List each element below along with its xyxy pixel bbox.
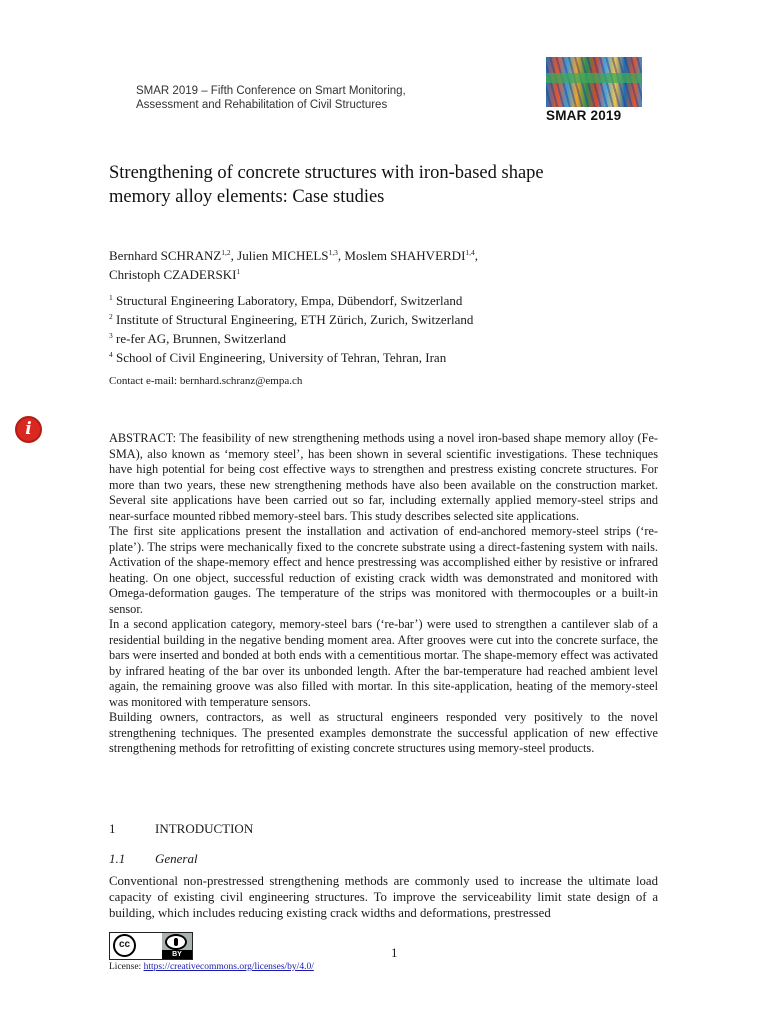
subsection-heading-general — [109, 851, 198, 867]
author-list — [109, 246, 669, 284]
affiliation-item — [109, 329, 669, 348]
affiliation-sup: 1 — [109, 293, 113, 302]
title-line-1: Strengthening of concrete structures with iron-based shape — [109, 163, 544, 183]
abstract — [109, 431, 658, 757]
author-affil-sup: 1 — [236, 267, 241, 276]
smar-logo-text: SMAR 2019 — [546, 108, 622, 123]
title-line-2: memory alloy elements: Case studies — [109, 187, 385, 207]
affiliation-item — [109, 310, 669, 329]
abstract-paragraph: The first site applications present the installation and activation of end-anchored memory-steel strips (‘re-plate’). The strips were mechanically fixed to the concrete substrate using a direct-fastening system with nails. Activation of the shape-memory effect and hence prestressing was accomplished either by resistive or infrared heating. On one object, successful reduction of existing crack width was demonstrated and monitored with Omega-deformation gauges. The temperature of the strips was monitored with thermocouples or a built-in sensor. — [109, 524, 658, 616]
author-separator: , — [337, 248, 345, 263]
author-name: Moslem SHAHVERDI — [344, 248, 466, 263]
affiliation-sup: 2 — [109, 312, 113, 321]
section-number: 1 — [109, 821, 116, 836]
author-separator: , — [230, 248, 238, 263]
conference-header — [136, 84, 406, 112]
affiliation-item — [109, 348, 669, 367]
affiliation-text: School of Civil Engineering, University of Tehran, Tehran, Iran — [116, 350, 447, 365]
cc-badge-left — [110, 933, 162, 959]
cc-by-text: BY — [162, 950, 192, 959]
author-separator: , — [474, 248, 479, 263]
abstract-paragraph: Building owners, contractors, as well as structural engineers responded very positively to the novel strengthening techniques. The presented examples demonstrate the successful application of new effective strengthening methods for retrofitting of existing concrete structures using memory-steel products. — [109, 710, 658, 755]
affiliation-text: Institute of Structural Engineering, ETH Zürich, Zurich, Switzerland — [116, 312, 474, 327]
creative-commons-icon: cc — [113, 934, 136, 957]
license-label: License: — [109, 962, 144, 972]
cc-by-license-badge[interactable] — [109, 932, 193, 960]
author-name: Christoph CZADERSKI — [109, 267, 237, 282]
author-affil-sup: 1,3 — [328, 248, 338, 257]
affiliation-sup: 3 — [109, 331, 113, 340]
attribution-person-icon — [165, 934, 187, 950]
affiliation-item — [109, 291, 669, 310]
paper-title — [109, 161, 669, 209]
introduction-text — [109, 873, 658, 921]
smar-logo-image — [546, 57, 642, 107]
subsection-title: General — [155, 851, 198, 866]
author-name: Julien MICHELS — [237, 248, 329, 263]
author-affil-sup: 1,2 — [221, 248, 231, 257]
section-heading-introduction — [109, 821, 253, 837]
contact-email: Contact e-mail: bernhard.schranz@empa.ch — [109, 375, 303, 387]
abstract-paragraph: ABSTRACT: The feasibility of new strengthening methods using a novel iron-based shape memory alloy (Fe-SMA), also known as ‘memory steel’, has been shown in several scientific investigations. These techniques have high potential for being cost effective ways to strengthen and prestress existing concrete structures. For more than two years, these new strengthening methods have also been available on the construction market. Several site applications have been carried out so far, including externally applied memory-steel strips and near-surface mounted ribbed memory-steel bars. This study describes selected site applications. — [109, 431, 658, 523]
info-icon[interactable]: i — [15, 416, 42, 443]
author-affil-sup: 1,4 — [465, 248, 475, 257]
affiliation-text: Structural Engineering Laboratory, Empa, Dübendorf, Switzerland — [116, 293, 463, 308]
author-line-2 — [109, 265, 669, 284]
page-number: 1 — [391, 945, 398, 960]
license-link[interactable]: https://creativecommons.org/licenses/by/4.0/ — [143, 962, 314, 972]
section-title: INTRODUCTION — [155, 821, 254, 836]
affiliation-text: re-fer AG, Brunnen, Switzerland — [116, 331, 287, 346]
body-paragraph: Conventional non-prestressed strengthening methods are commonly used to increase the ultimate load capacity of existing civil engineering structures. To improve the serviceability limit state design of a building, which includes reducing existing crack widths and deformations, prestressed — [109, 874, 658, 920]
smar-logo — [546, 57, 642, 123]
author-name: Bernhard SCHRANZ — [109, 248, 222, 263]
conference-line-2: Assessment and Rehabilitation of Civil Structures — [136, 99, 388, 111]
affiliation-list — [109, 291, 669, 367]
abstract-paragraph: In a second application category, memory-steel bars (‘re-bar’) were used to strengthen a cantilever slab of a residential building in the negative bending moment area. After grooves were cut into the concrete surface, the bars were inserted and bonded at both ends with a cementitious mortar. The shape-memory effect was activated by infrared heating of the bar over its unbonded length. After the bar-temperature had reached ambient level again, the remaining groove was also filled with mortar. In this site-application, heating of the memory-steel was monitored with temperature sensors. — [109, 617, 658, 709]
author-line-1 — [109, 246, 669, 265]
subsection-number: 1.1 — [109, 851, 126, 866]
affiliation-sup: 4 — [109, 350, 113, 359]
license-line — [109, 962, 314, 972]
conference-line-1: SMAR 2019 – Fifth Conference on Smart Monitoring, — [136, 85, 406, 97]
